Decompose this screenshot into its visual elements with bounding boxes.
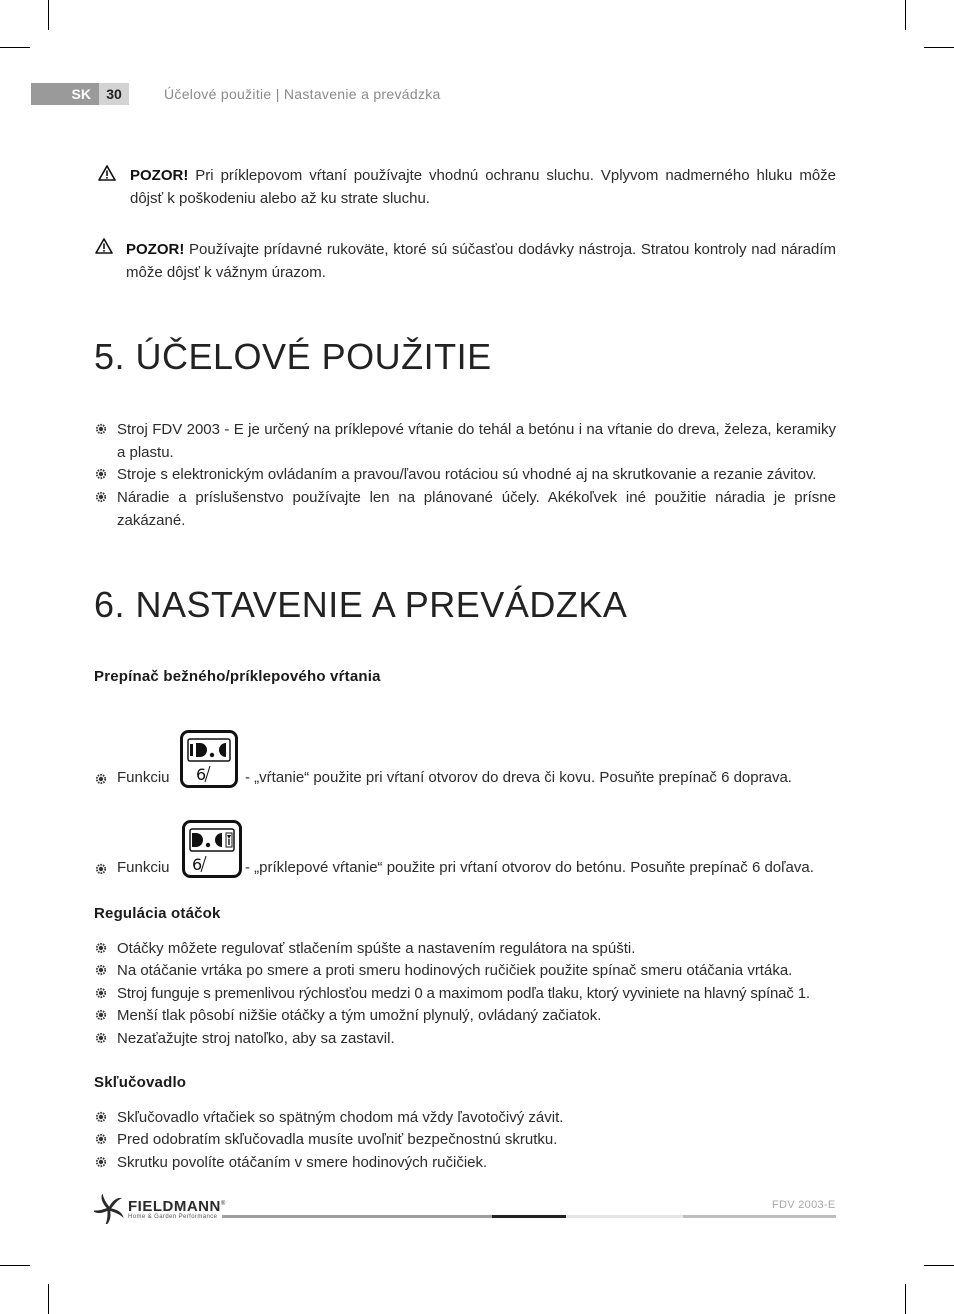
list-item: Stroj FDV 2003 - E je určený na príklepové vŕtanie do tehál a betónu i na vŕtanie do dreva, železa, keramiky a plastu.	[95, 418, 836, 464]
page-number: 30	[99, 83, 129, 105]
gear-bullet-icon	[95, 468, 107, 480]
gear-bullet-icon	[95, 1133, 107, 1145]
footer-rule	[566, 1215, 683, 1218]
footer-rule	[222, 1215, 492, 1218]
crop-mark	[924, 1265, 954, 1266]
subheading-speed-control: Regulácia otáčok	[94, 905, 221, 922]
switch-number: 6	[196, 765, 207, 784]
warning-handles	[126, 238, 836, 284]
function-description: - „vŕtanie“ použite pri vŕtaní otvorov do dreva či kovu. Posuňte prepínač 6 doprava.	[245, 769, 792, 786]
section-title-intended-use: 5. ÚČELOVÉ POUŽITIE	[94, 336, 492, 377]
list-item: Otáčky môžete regulovať stlačením spúšte a nastavením regulátora na spúšti.	[95, 937, 836, 960]
gear-bullet-icon	[95, 1009, 107, 1021]
crop-mark	[48, 0, 49, 30]
list-item: Náradie a príslušenstvo používajte len na plánované účely. Akékoľvek iné použitie náradia je prísne zakázané.	[95, 486, 836, 532]
crop-mark	[0, 1265, 30, 1266]
list-item: Nezaťažujte stroj natoľko, aby sa zastavil.	[95, 1027, 836, 1050]
list-item: Skľučovadlo vŕtačiek so spätným chodom má vždy ľavotočivý závit.	[95, 1106, 836, 1129]
list-item: Stroje s elektronickým ovládaním a pravou/ľavou rotáciou sú vhodné aj na skrutkovanie a rezanie závitov.	[95, 463, 836, 486]
gear-bullet-icon	[95, 1156, 107, 1168]
warning-label: POZOR!	[126, 241, 185, 258]
list-item: Na otáčanie vrtáka po smere a proti smeru hodinových ručičiek použite spínač smeru otáčania vrtáka.	[95, 959, 836, 982]
crop-mark	[48, 1284, 49, 1314]
gear-bullet-icon	[95, 987, 107, 999]
function-prefix: Funkciu	[117, 769, 170, 786]
brand-tagline: Home & Garden Performance	[128, 1214, 218, 1220]
gear-bullet-icon	[95, 773, 107, 785]
drill-mode-switch-icon	[180, 730, 238, 788]
running-header: Účelové použitie | Nastavenie a prevádzka	[164, 86, 441, 102]
list-item: Stroj funguje s premenlivou rýchlosťou medzi 0 a maximom podľa tlaku, ktorý vyviniete na hlavný spínač 1.	[95, 982, 836, 1005]
gear-bullet-icon	[95, 1111, 107, 1123]
crop-mark	[905, 1284, 906, 1314]
subheading-drill-mode-switch: Prepínač bežného/príklepového vŕtania	[94, 668, 381, 685]
footer-rule	[492, 1215, 566, 1218]
warning-hearing	[130, 164, 836, 210]
gear-bullet-icon	[95, 423, 107, 435]
gear-bullet-icon	[95, 863, 107, 875]
warning-icon	[95, 238, 113, 254]
footer-rule	[683, 1215, 836, 1218]
crop-mark	[924, 47, 954, 48]
warning-label: POZOR!	[130, 167, 189, 184]
brand-name: FIELDMANN®	[128, 1198, 226, 1215]
function-prefix: Funkciu	[117, 859, 170, 876]
fieldmann-logo-icon	[94, 1194, 124, 1224]
warning-icon	[98, 165, 116, 181]
warning-text: Pri príklepovom vŕtaní používajte vhodnú ochranu sluchu. Vplyvom nadmerného hluku môže dôjsť k poškodeniu alebo až ku strate sluchu.	[130, 167, 836, 207]
subheading-chuck: Skľučovadlo	[94, 1074, 187, 1091]
gear-bullet-icon	[95, 491, 107, 503]
list-item: Pred odobratím skľučovadla musíte uvoľniť bezpečnostnú skrutku.	[95, 1128, 836, 1151]
function-description: - „príklepové vŕtanie“ použite pri vŕtaní otvorov do betónu. Posuňte prepínač 6 doľava.	[245, 859, 814, 876]
list-item: Menší tlak pôsobí nižšie otáčky a tým umožní plynulý, ovládaný začiatok.	[95, 1004, 836, 1027]
warning-text: Používajte prídavné rukoväte, ktoré sú súčasťou dodávky nástroja. Stratou kontroly nad náradím môže dôjsť k vážnym úrazom.	[126, 241, 836, 281]
gear-bullet-icon	[95, 1032, 107, 1044]
language-tag: SK	[71, 86, 91, 102]
crop-mark	[905, 0, 906, 30]
model-number: FDV 2003-E	[772, 1199, 836, 1211]
switch-number: 6	[192, 855, 203, 874]
gear-bullet-icon	[95, 942, 107, 954]
list-item: Skrutku povolíte otáčaním v smere hodinových ručičiek.	[95, 1151, 836, 1174]
crop-mark	[0, 47, 30, 48]
gear-bullet-icon	[95, 964, 107, 976]
section-title-operation: 6. NASTAVENIE A PREVÁDZKA	[94, 584, 628, 625]
hammer-mode-switch-icon	[182, 820, 242, 878]
